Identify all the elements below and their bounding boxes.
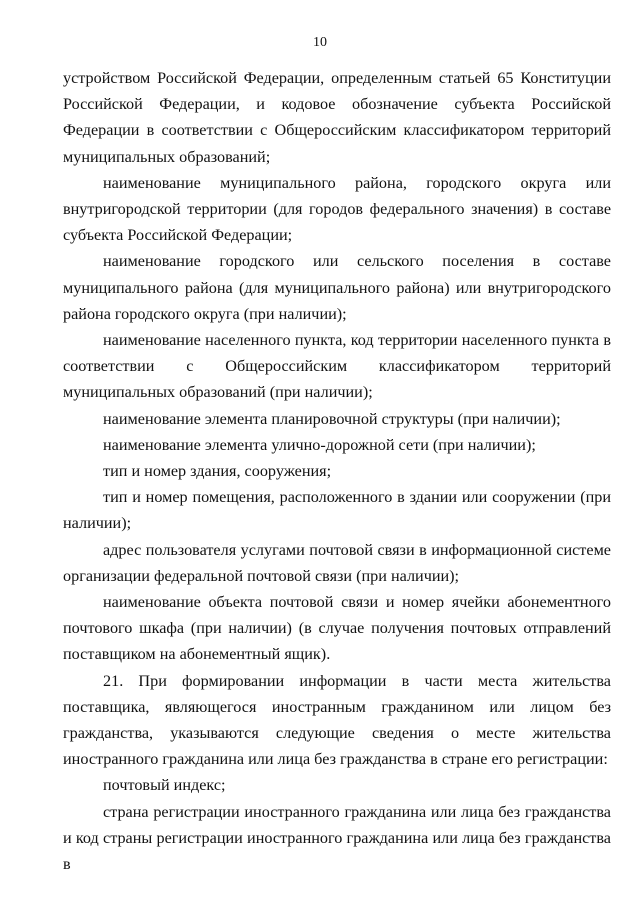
paragraph: наименование населенного пункта, код территории населенного пункта в соответствии с Общероссийским классификатором территорий муниципальных образований (при наличии); — [63, 331, 611, 402]
paragraph-section-21: 21. При формировании информации в части места жительства поставщика, являющегося иностранным гражданином или лицом без гражданства, указываются следующие сведения о месте жительства иностранного гражданина или лица без гражданства в стране его регистрации: — [63, 671, 611, 769]
paragraph: наименование муниципального района, городского округа или внутригородской территории (для городов федерального значения) в составе субъекта Российской Федерации; — [63, 173, 611, 245]
paragraph: почтовый индекс; — [103, 776, 226, 795]
document-body — [63, 65, 611, 877]
paragraph: устройством Российской Федерации, определенным статьей 65 Конституции Российской Федерации, и кодовое обозначение субъекта Российской Федерации в соответствии с Общероссийским классификатором территорий муниципальных образований; — [63, 69, 611, 166]
paragraph: адрес пользователя услугами почтовой связи в информационной системе организации федеральной почтовой связи (при наличии); — [63, 540, 611, 585]
paragraph: наименование городского или сельского поселения в составе муниципального района (для муниципального района) или внутригородского района городского округа (при наличии); — [63, 252, 611, 323]
paragraph: наименование объекта почтовой связи и номер ячейки абонементного почтового шкафа (при наличии) (в случае получения почтовых отправлений поставщиком на абонементный ящик). — [63, 593, 611, 664]
paragraph: наименование элемента планировочной структуры (при наличии); — [103, 409, 561, 428]
paragraph: тип и номер здания, сооружения; — [103, 462, 332, 481]
paragraph: наименование элемента улично-дорожной сети (при наличии); — [103, 435, 536, 454]
page-number: 10 — [313, 35, 327, 50]
paragraph: страна регистрации иностранного гражданина или лица без гражданства и код страны регистрации иностранного гражданина или лица без гражданства в — [63, 802, 611, 874]
paragraph: тип и номер помещения, расположенного в здании или сооружении (при наличии); — [63, 488, 611, 533]
